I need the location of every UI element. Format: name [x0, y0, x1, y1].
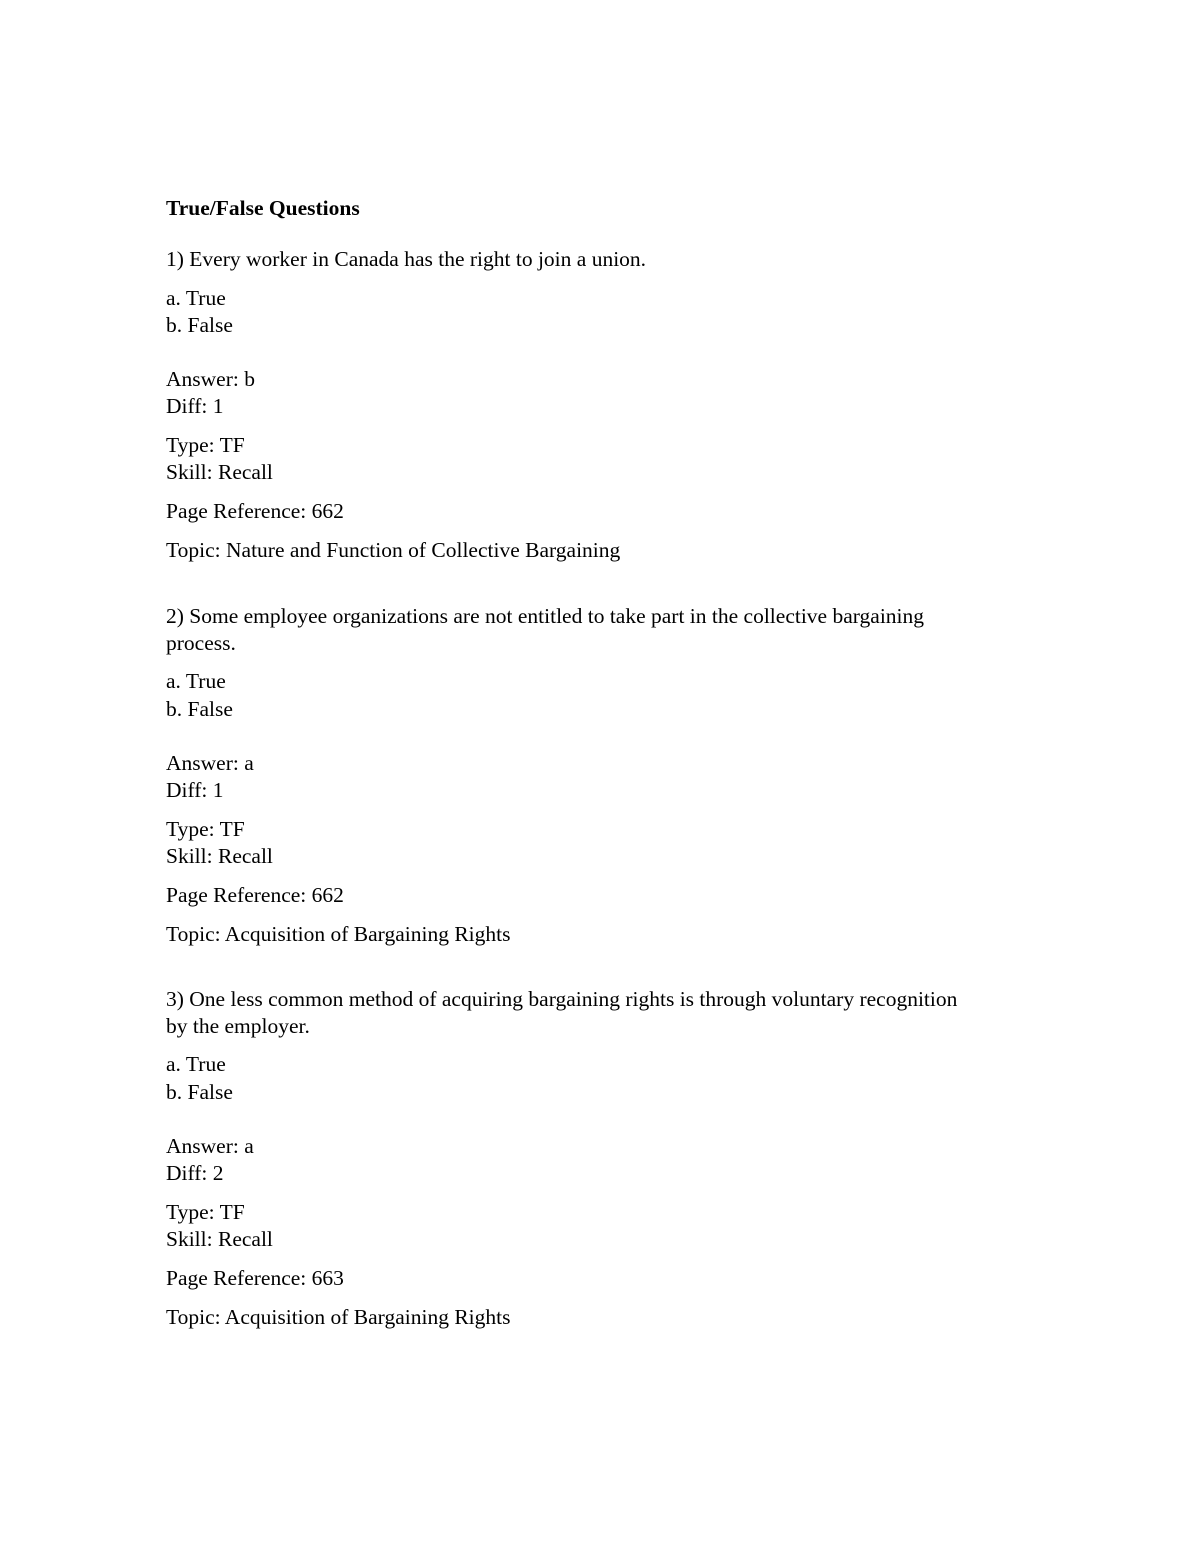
topic: Topic: Nature and Function of Collective Bargaining	[166, 538, 621, 562]
difficulty: Diff: 1	[166, 778, 224, 802]
option-a: a. True	[166, 1052, 226, 1076]
answer: Answer: a	[166, 1134, 254, 1158]
page-reference: Page Reference: 662	[166, 499, 344, 523]
skill: Skill: Recall	[166, 1227, 273, 1251]
topic: Topic: Acquisition of Bargaining Rights	[166, 922, 511, 946]
question-stem: 3) One less common method of acquiring bargaining rights is through voluntary recognition	[166, 987, 958, 1011]
question-type: Type: TF	[166, 817, 245, 841]
option-a: a. True	[166, 669, 226, 693]
option-a: a. True	[166, 286, 226, 310]
answer: Answer: b	[166, 367, 255, 391]
question-stem: 1) Every worker in Canada has the right to join a union.	[166, 247, 647, 271]
question-stem-continued: by the employer.	[166, 1014, 310, 1038]
answer: Answer: a	[166, 751, 254, 775]
option-b: b. False	[166, 1080, 233, 1104]
topic: Topic: Acquisition of Bargaining Rights	[166, 1305, 511, 1329]
skill: Skill: Recall	[166, 844, 273, 868]
question-stem: 2) Some employee organizations are not entitled to take part in the collective bargaining	[166, 604, 925, 628]
page-reference: Page Reference: 662	[166, 883, 344, 907]
option-b: b. False	[166, 313, 233, 337]
question-stem-continued: process.	[166, 631, 236, 655]
section-title: True/False Questions	[166, 196, 360, 220]
question-type: Type: TF	[166, 433, 245, 457]
skill: Skill: Recall	[166, 460, 273, 484]
option-b: b. False	[166, 697, 233, 721]
page-reference: Page Reference: 663	[166, 1266, 344, 1290]
question-type: Type: TF	[166, 1200, 245, 1224]
difficulty: Diff: 2	[166, 1161, 224, 1185]
difficulty: Diff: 1	[166, 394, 224, 418]
